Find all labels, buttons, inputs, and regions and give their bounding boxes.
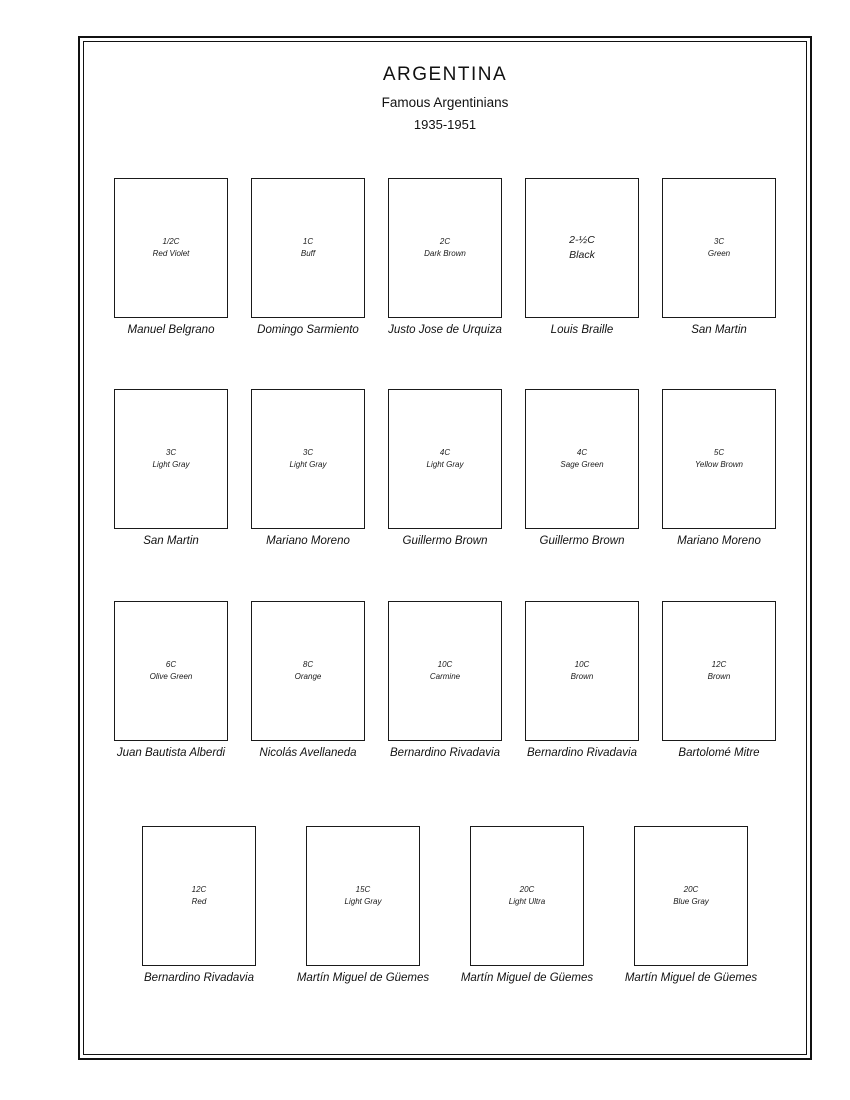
- stamp-cell: [662, 389, 776, 547]
- stamp-box: [525, 389, 639, 529]
- stamp-row-2: [80, 389, 810, 547]
- stamp-caption: Bernardino Rivadavia: [144, 972, 254, 984]
- stamp-color: Brown: [707, 672, 731, 681]
- stamp-color: Yellow Brown: [694, 460, 744, 469]
- stamp-cell: [662, 178, 776, 336]
- stamp-caption: Nicolás Avellaneda: [259, 747, 357, 759]
- stamp-caption: Bernardino Rivadavia: [527, 747, 637, 759]
- stamp-color: Light Gray: [289, 460, 327, 469]
- stamp-denomination: 2-½C: [569, 234, 595, 247]
- stamp-caption: Guillermo Brown: [539, 535, 625, 547]
- stamp-denomination: 3C: [165, 448, 177, 457]
- stamp-box: [114, 389, 228, 529]
- page-subtitle: Famous Argentinians: [381, 95, 509, 110]
- stamp-denomination: 3C: [302, 448, 314, 457]
- stamp-denomination: 20C: [519, 885, 535, 894]
- stamp-denomination: 10C: [574, 660, 590, 669]
- stamp-caption: Louis Braille: [550, 324, 614, 336]
- stamp-label: [560, 447, 603, 471]
- stamp-row-3: [80, 601, 810, 759]
- stamp-cell: [114, 178, 228, 336]
- stamp-color: Red Violet: [152, 249, 190, 258]
- stamp-label: [708, 236, 730, 260]
- stamp-box: [114, 178, 228, 318]
- stamp-box: [114, 601, 228, 741]
- stamp-box: [388, 178, 502, 318]
- stamp-cell: [251, 389, 365, 547]
- stamp-box: [662, 178, 776, 318]
- stamp-denomination: 8C: [302, 660, 314, 669]
- stamp-caption: Manuel Belgrano: [127, 324, 215, 336]
- stamp-caption: Justo Jose de Urquiza: [388, 324, 502, 336]
- stamp-box: [251, 178, 365, 318]
- stamp-box: [525, 601, 639, 741]
- stamp-label: [153, 447, 190, 471]
- stamp-row-1: [80, 178, 810, 336]
- stamp-color: Sage Green: [560, 460, 604, 469]
- stamp-denomination: 15C: [355, 885, 371, 894]
- stamp-label: [509, 884, 545, 908]
- stamp-denomination: 4C: [576, 448, 588, 457]
- stamp-color: Red: [191, 897, 207, 906]
- stamp-cell: [662, 601, 776, 759]
- stamp-caption: San Martin: [691, 324, 747, 336]
- stamp-cell: [114, 601, 228, 759]
- stamp-color: Light Gray: [344, 897, 382, 906]
- stamp-label: [301, 236, 315, 260]
- stamp-label: [673, 884, 709, 908]
- stamp-caption: Domingo Sarmiento: [257, 324, 359, 336]
- stamp-box: [470, 826, 584, 966]
- stamp-label: [424, 236, 466, 260]
- stamp-box: [306, 826, 420, 966]
- stamp-cell: [388, 389, 502, 547]
- stamp-cell: [460, 826, 594, 984]
- stamp-label: [153, 236, 190, 260]
- stamp-box: [251, 601, 365, 741]
- stamp-label: [150, 659, 193, 683]
- stamp-caption: San Martin: [143, 535, 199, 547]
- stamp-cell: [525, 389, 639, 547]
- stamp-box: [525, 178, 639, 318]
- stamp-denomination: 4C: [439, 448, 451, 457]
- page-years: 1935-1951: [413, 117, 477, 132]
- stamp-box: [662, 389, 776, 529]
- stamp-denomination: 12C: [711, 660, 727, 669]
- stamp-caption: Martín Miguel de Güemes: [624, 972, 758, 984]
- stamp-cell: [296, 826, 430, 984]
- stamp-caption: Bartolomé Mitre: [678, 747, 760, 759]
- stamp-label: [708, 659, 731, 683]
- stamp-denomination: 20C: [683, 885, 699, 894]
- stamp-caption: Martín Miguel de Güemes: [460, 972, 594, 984]
- stamp-box: [251, 389, 365, 529]
- stamp-cell: [388, 601, 502, 759]
- stamp-cell: [525, 601, 639, 759]
- stamp-denomination: 1/2C: [162, 237, 180, 246]
- stamp-label: [192, 884, 207, 908]
- stamp-color: Light Gray: [152, 460, 190, 469]
- page-header: [80, 64, 810, 132]
- stamp-denomination: 6C: [165, 660, 177, 669]
- stamp-row-4: [80, 826, 810, 984]
- stamp-label: [571, 659, 594, 683]
- stamp-denomination: 5C: [713, 448, 725, 457]
- page-outer-border: [78, 36, 812, 1060]
- stamp-cell: [624, 826, 758, 984]
- stamp-label: [430, 659, 460, 683]
- stamp-box: [142, 826, 256, 966]
- stamp-label: [290, 447, 327, 471]
- stamp-cell: [525, 178, 639, 336]
- stamp-cell: [251, 601, 365, 759]
- stamp-label: [295, 659, 322, 683]
- stamp-color: Black: [569, 249, 595, 261]
- stamp-caption: Guillermo Brown: [402, 535, 488, 547]
- stamp-color: Green: [707, 249, 731, 258]
- stamp-label: [427, 447, 464, 471]
- page-title: ARGENTINA: [382, 64, 508, 85]
- stamp-denomination: 2C: [439, 237, 451, 246]
- stamp-denomination: 1C: [302, 237, 314, 246]
- stamp-color: Light Gray: [426, 460, 464, 469]
- stamp-label: [569, 233, 595, 262]
- stamp-color: Blue Gray: [673, 897, 709, 906]
- stamp-caption: Bernardino Rivadavia: [390, 747, 500, 759]
- stamp-cell: [251, 178, 365, 336]
- stamp-denomination: 3C: [713, 237, 725, 246]
- stamp-color: Dark Brown: [424, 249, 466, 258]
- stamp-color: Orange: [294, 672, 322, 681]
- stamp-box: [634, 826, 748, 966]
- stamp-denomination: 10C: [437, 660, 453, 669]
- stamp-cell: [388, 178, 502, 336]
- stamp-denomination: 12C: [191, 885, 207, 894]
- stamp-color: Buff: [300, 249, 316, 258]
- stamp-caption: Mariano Moreno: [266, 535, 350, 547]
- stamp-label: [695, 447, 743, 471]
- stamp-caption: Mariano Moreno: [677, 535, 761, 547]
- stamp-color: Brown: [570, 672, 594, 681]
- stamp-cell: [142, 826, 256, 984]
- stamp-color: Light Ultra: [508, 897, 546, 906]
- stamp-color: Olive Green: [149, 672, 193, 681]
- stamp-cell: [114, 389, 228, 547]
- stamp-box: [388, 389, 502, 529]
- stamp-label: [345, 884, 382, 908]
- stamp-box: [662, 601, 776, 741]
- stamp-caption: Juan Bautista Alberdi: [116, 747, 226, 759]
- stamp-color: Carmine: [429, 672, 461, 681]
- stamp-box: [388, 601, 502, 741]
- stamp-caption: Martín Miguel de Güemes: [296, 972, 430, 984]
